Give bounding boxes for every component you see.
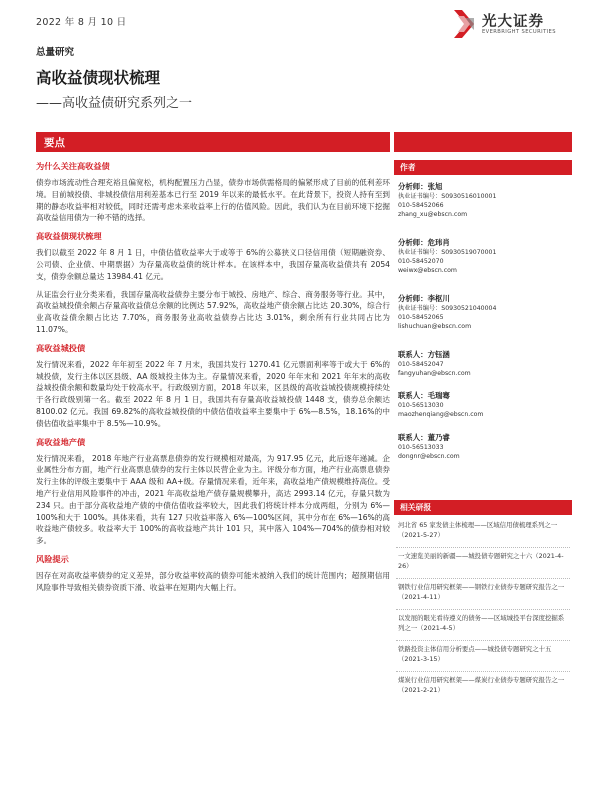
main-content [36, 160, 390, 600]
related-report-link[interactable]: 铁路投资主体信用分析要点——城投债专题研究之十五（2021-3-15） [398, 645, 552, 663]
analyst-card [398, 293, 570, 332]
section-title: 高收益债现状梳理 [36, 231, 102, 242]
contact-phone: 010-58452047 [398, 361, 444, 368]
related-report-link[interactable]: 以发展的眼光看待遵义的债务——区域城投平台深度挖掘系列之一（2021-4-5） [398, 614, 565, 632]
report-title: 高收益债现状梳理 [36, 69, 161, 87]
analyst-name: 分析师：张旭 [398, 182, 443, 191]
related-report-link[interactable]: 一文速览美丽的新疆——城投债专题研究之十六（2021-4-26） [398, 552, 564, 570]
contact-email[interactable]: fangyuhan@ebscn.com [398, 370, 471, 378]
analyst-card [398, 237, 570, 276]
section [36, 553, 390, 594]
contact-name: 联系人：董乃睿 [398, 433, 450, 442]
contact-card [398, 432, 570, 461]
analyst-email[interactable]: lishuchuan@ebscn.com [398, 323, 472, 331]
contact-card [398, 390, 570, 419]
related-report-link[interactable]: 煤炭行业信用研究框架——煤炭行业债券专题研究报告之一（2021-2-21） [398, 676, 565, 694]
analyst-phone: 010-58452065 [398, 314, 444, 322]
section-title: 高收益城投债 [36, 342, 86, 353]
key-points-label: 要点 [44, 137, 65, 149]
related-reports-header: 相关研报 [394, 500, 572, 515]
analyst-license: 执业证书编号：S0930519070001 [398, 249, 497, 256]
analyst-license: 执业证书编号：S0930516010001 [398, 193, 497, 200]
analyst-phone: 010-58452066 [398, 202, 444, 210]
section [36, 230, 390, 336]
analyst-email[interactable]: weiwx@ebscn.com [398, 267, 457, 275]
authors-header: 作者 [394, 160, 572, 175]
everbright-logo-icon [452, 10, 476, 38]
divider [396, 640, 570, 641]
analyst-license: 执业证书编号：S0930521040004 [398, 305, 497, 312]
section [36, 436, 390, 547]
report-date: 2022 年 8 月 10 日 [36, 17, 127, 28]
divider [396, 609, 570, 610]
analyst-phone: 010-58452070 [398, 258, 444, 266]
section [36, 342, 390, 430]
paragraph: 债券市场流动性合理充裕且偏宽松，机构配置压力凸显，债券市场供需格局的偏紧形成了目前的低利差环境。目前城投债、非城投债信用利差基本已行至 2019 年以来的最低水平。在此背景下，投资人持有至到期的静态收益率相对较低，同时还需考虑未来收益率上行的估值风险。因此，我们认为在目前环境下挖掘高收益信用债为一种不错的选择。 [36, 178, 390, 223]
contact-phone: 010-56513033 [398, 444, 444, 451]
logo-cn-text: 光大证券 [482, 14, 544, 30]
key-points-bar [36, 132, 390, 152]
related-report-link[interactable]: 河北省 65 家发债主体梳理——区域信用债梳理系列之一（2021-5-27） [398, 521, 558, 539]
contact-card [398, 349, 570, 378]
paragraph: 发行情况来看，2022 年年初至 2022 年 7 月末，我国共发行 1270.41 亿元票面利率等于或大于 6%的城投债，发行主体以区县级、AA 级城投主体为主。存量情况来看，2020 年年末和 2021 年年末的高收益城投债余额和数量均处于较高水平。行政级别方面，2018 年以来，区县级的高收益城投债规模持续处于各行政级别第一名。截至 2022 年 8 月 1 日，我国共有存量高收益城投债 1448 支，债券总余额达 8100.02 亿元。我国 69.82%的高收益城投债的中债估值收益率主要集中于 6%—8.5%，18.16%的中债估值收益率集中于 8.5%—10.9%。 [36, 359, 390, 428]
logo [452, 8, 570, 42]
section-title: 为什么关注高收益债 [36, 161, 110, 171]
section-title: 风险提示 [36, 553, 69, 564]
analyst-email[interactable]: zhang_xu@ebscn.com [398, 211, 468, 219]
contact-email[interactable]: dongnr@ebscn.com [398, 453, 460, 461]
contact-name: 联系人：方钰涵 [398, 350, 450, 359]
side-bar [394, 132, 572, 152]
analyst-name: 分析师：李枢川 [398, 294, 450, 303]
report-subtitle: ——高收益债研究系列之一 [36, 96, 193, 111]
contact-phone: 010-56513030 [398, 402, 444, 409]
section [36, 160, 390, 224]
report-category: 总量研究 [36, 47, 75, 58]
paragraph: 我们以截至 2022 年 8 月 1 日，中债估值收益率大于或等于 6%的公募狭义口径信用债（短期融资券、公司债、企业债、中期票据）为存量高收益债的统计样本。在该样本中，我国存量高收益债共有 2054 支，债券余额总量达 13984.41 亿元。 [36, 248, 390, 281]
contact-name: 联系人：毛瑞骞 [398, 391, 450, 400]
paragraph: 因存在对高收益率债券的定义差异，部分收益率较高的债券可能未被纳入我们的统计范围内；超预期信用风险事件导致相关债券资质下滑、收益率在短期内大幅上行。 [36, 570, 390, 592]
analyst-name: 分析师：危玮肖 [398, 238, 450, 247]
divider [396, 547, 570, 548]
logo-en-text: EVERBRIGHT SECURITIES [482, 29, 556, 35]
paragraph: 发行情况来看， 2018 年地产行业高票息债券的发行规模相对最高，为 917.95 亿元，此后逐年递减。企业属性分布方面，地产行业高票息债券的发行主体以民营企业为主。评级分布方面，地产行业高票息债券发行主体的评级主要集中于 AAA 级和 AA+级。存量情况来看，近年来，高收益地产债规模维持高位。受地产行业信用风险事件的冲击，2021 年高收益地产债存量规模攀升，高达 2993.14 亿元，存量只数为 234 只。由于部分高收益地产债的中债估值收益率较大，因此我们将统计样本分成两组，分别为 6%—100%和大于 100%。具体来看，共有 127 只收益率落入 6%—100%区间，其中分布在 6%—16%的高收益地产债较多。收益率大于 100%的高收益地产共计 101 只，其中落入 104%—704%的债券相对较多。 [36, 453, 390, 546]
section-title: 高收益地产债 [36, 436, 86, 447]
divider [396, 671, 570, 672]
analyst-card [398, 181, 570, 220]
divider [396, 578, 570, 579]
contact-email[interactable]: maozhenqiang@ebscn.com [398, 411, 484, 419]
related-report-link[interactable]: 钢铁行业信用研究框架——钢铁行业债券专题研究报告之一（2021-4-11） [398, 583, 565, 601]
paragraph: 从证监会行业分类来看，我国存量高收益债券主要分布于城投、房地产、综合、商务服务等行业。其中，高收益城投债余额占存量高收益债总余额的比例达 57.92%，高收益地产债余额占比达 20.30%，综合行业高收益债余额占比达 7.70%，商务服务业高收益债券占比达 3.01%，剩余所有行业共同占比为 11.07%。 [36, 289, 390, 334]
